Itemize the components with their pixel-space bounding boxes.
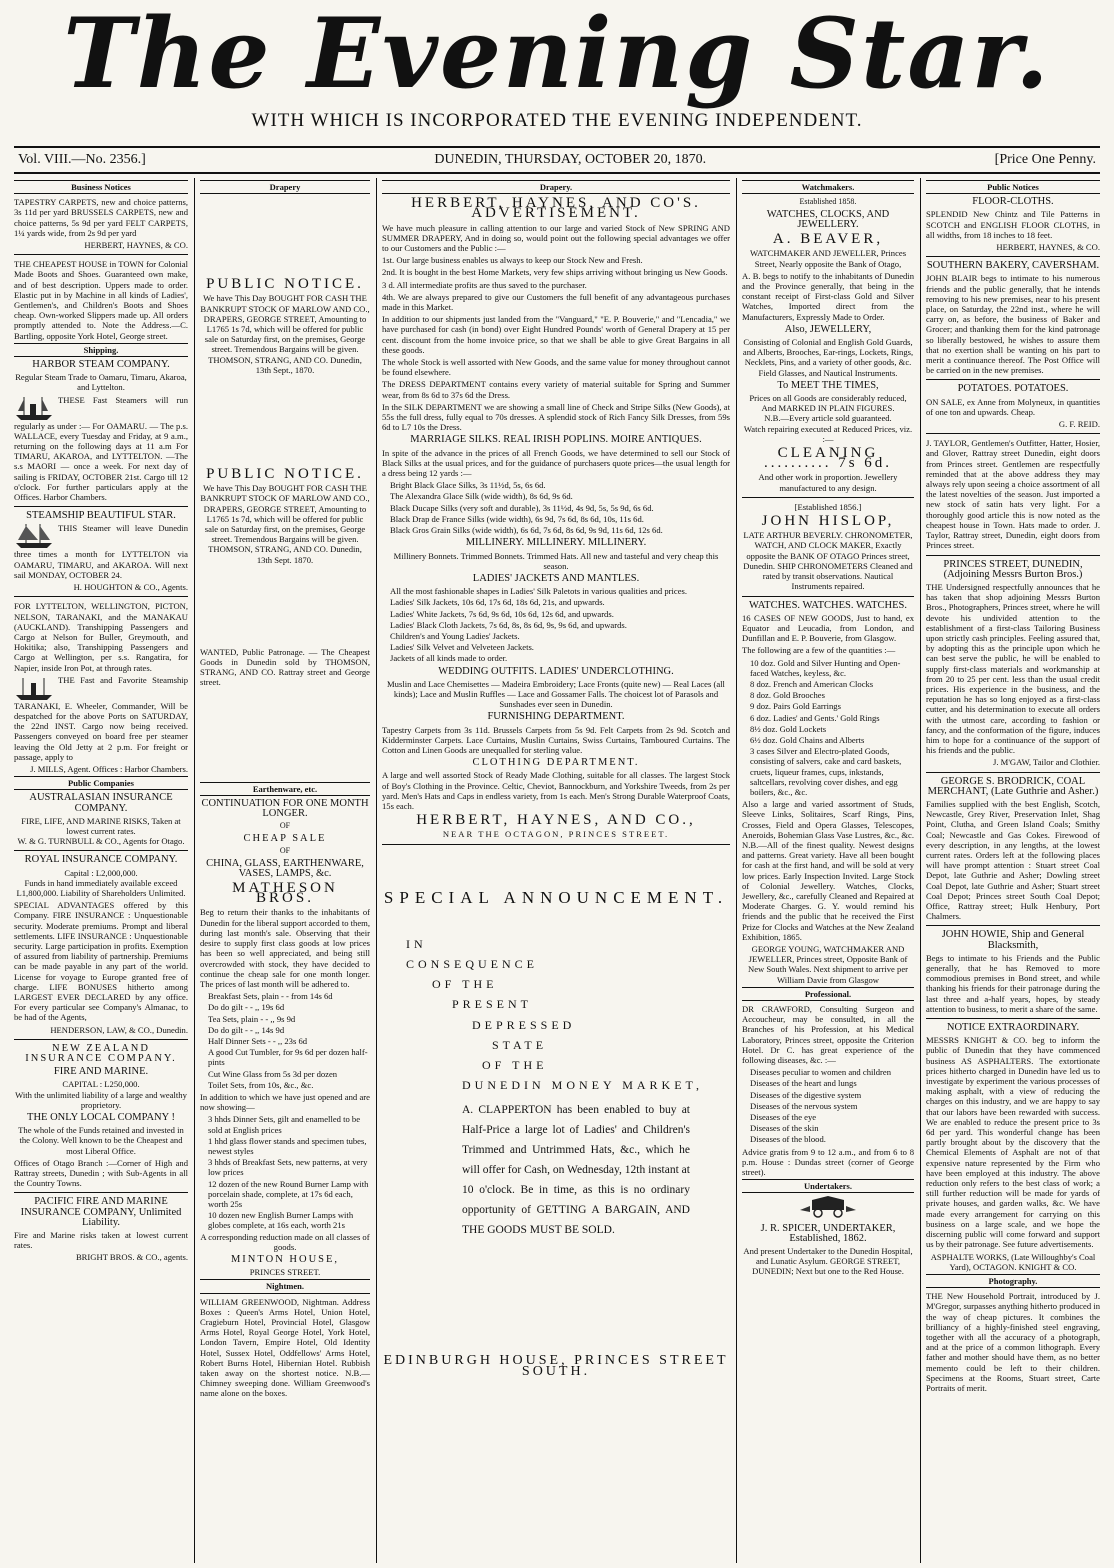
top-rule bbox=[14, 146, 1100, 148]
hh-point: In the SILK DEPARTMENT we are showing a small line of Check and Stripe Silks (New Goods), at 55s the full dress, fully equal to 70s dresses. A splendid stock of Rich Fancy Silk Dresses, from 59s 6d to L7 10s the Dress. bbox=[382, 401, 730, 433]
silk-item: Black Ducape Silks (very soft and durable), 3s 11½d, 4s 9d, 5s, 5s 9d, 6s 6d. bbox=[390, 502, 654, 513]
of-label: OF bbox=[279, 821, 291, 831]
stair-line: CONSEQUENCE bbox=[406, 956, 539, 971]
furnishing-body: Tapestry Carpets from 3s 11d. Brussels Carpets from 5s 9d. Felt Carpets from 2s 9d. Scotch and Kidderminster Carpets. Lace Curtains, Muslin Curtains, Swiss Curtains, Tamboured Curtains. The Cotton and Linen Goods are unequalled for sterling value. bbox=[382, 724, 730, 755]
beautiful-star-body: THIS Steamer will leave Dunedin three times a month for LYTTELTON via OAMARU, TIMARU, and AKAROA. Will next sail MONDAY, OCTOBER 24. bbox=[14, 523, 188, 580]
advice-text: Advice gratis from 9 to 12 a.m., and from 6 to 8 p.m. House : Dundas street (corner of George street). bbox=[742, 1146, 914, 1178]
divider bbox=[14, 1039, 188, 1040]
steamship-icon bbox=[14, 675, 54, 701]
repairing-text: Watch repairing executed at Reduced Prices, viz. :— bbox=[743, 423, 913, 444]
onsale-body: ON SALE, ex Anne from Molyneux, in quantities of one ton and upwards. Cheap. bbox=[926, 396, 1100, 417]
newspaper-title: The Evening Star. bbox=[63, 0, 1051, 110]
masthead bbox=[0, 0, 1114, 150]
australasian-signature: W. & G. TURNBULL & CO., Agents for Otago. bbox=[17, 836, 185, 847]
jacket-item: All the most fashionable shapes in Ladies' Silk Paletots in various qualities and prices. bbox=[390, 586, 688, 597]
carpets-signature: HERBERT, HAYNES, & CO. bbox=[84, 240, 188, 251]
hh-points bbox=[382, 255, 730, 432]
issue-price: [Price One Penny. bbox=[994, 152, 1096, 167]
nz-offices: Offices of Otago Branch :—Corner of High and Rattray streets, Dunedin ; with Sub-Agents in all the Country Towns. bbox=[14, 1157, 188, 1189]
of-label: OF bbox=[279, 846, 291, 856]
hh-point: 1st. Our large business enables us always to keep our Stock New and Fresh. bbox=[382, 255, 643, 266]
stair-line: OF THE bbox=[482, 1058, 548, 1072]
nb-text: N.B.—Every article sold guaranteed. bbox=[764, 413, 892, 424]
price-item: Toilet Sets, from 10s, &c., &c. bbox=[208, 1079, 314, 1090]
taranaki-signature: J. MILLS, Agent. Offices : Harbor Chambers. bbox=[30, 763, 188, 774]
disease-item: Diseases of the digestive system bbox=[750, 1089, 862, 1100]
special-announcement-heading: SPECIAL ANNOUNCEMENT. bbox=[383, 887, 729, 907]
columns bbox=[14, 178, 1100, 1563]
divider bbox=[742, 596, 914, 597]
stair-line: DUNEDIN MONEY MARKET, bbox=[462, 1078, 703, 1093]
royal-advantages: SPECIAL ADVANTAGES offered by this Company. FIRE INSURANCE : Unquestionable security. Moderate premiums. Prompt and liberal settlements. LIFE INSURANCE : Unquestionable security. Large participation in profits. Exemption of assured from liability of partnership. Premiums can be made payable in any part of the world. License for voyage to Europe granted free of charge. LIFE BONUSES hitherto among LARGEST EVER DECLARED by any office. For every particular see Company's Almanac, to be had of the Agents, bbox=[14, 900, 188, 1023]
howie-heading: JOHN HOWIE, Ship and General Blacksmith, bbox=[941, 929, 1085, 951]
quantity-item: 6½ doz. Gold Chains and Alberts bbox=[750, 734, 865, 745]
column-divider bbox=[920, 178, 921, 1563]
price-item: Do do gilt - - ,, 19s 6d bbox=[208, 1002, 285, 1013]
column-4 bbox=[742, 178, 914, 1563]
column-divider bbox=[736, 178, 737, 1563]
column-5 bbox=[926, 178, 1100, 1563]
prices-text: Prices on all Goods are considerably reduced, And MARKED IN PLAIN FIGURES. bbox=[749, 393, 907, 414]
manakau-ad: FOR LYTTELTON, WELLINGTON, PICTON, NELSON, TARANAKI, and the MANAKAU (AUCKLAND). Transhipping Passengers and Cargo at Nelson for Buller, Greymouth, and Hokitika; also, Transhipping Passengers and Cargo at Wellington, per s.s. Rangatira, for Napier, inside Iron Pot, at through rates. bbox=[14, 601, 188, 673]
hh-point: 3 d. All intermediate profits are thus saved to the purchaser. bbox=[382, 279, 587, 290]
section-drapery: Drapery bbox=[200, 180, 370, 194]
showing-item: 12 dozen of the new Round Burner Lamp with porcelain shade, complete, at 17s 6d each, worth 25s bbox=[208, 1178, 369, 1209]
clapperton-body: A. CLAPPERTON has been enabled to buy at Half-Price a large lot of Ladies' and Children's Trimmed and Untrimmed Hats, &c., which he will offer for Cash, on Wednesday, 12th instant at 10 o'clock. Be in time, as this is no ordinary opportunity of GETTING A BARGAIN, AND THE GOODS MUST BE SOLD. bbox=[462, 1104, 690, 1237]
quantity-item: 10 doz. Gold and Silver Hunting and Open-faced Watches, keyless, &c. bbox=[750, 657, 901, 678]
established-1858: Established 1858. bbox=[799, 197, 857, 207]
hearse-illustration bbox=[742, 1196, 914, 1220]
disease-item: Diseases of the blood. bbox=[750, 1134, 826, 1145]
sailing-ship-icon bbox=[14, 523, 54, 549]
quantities-list bbox=[742, 658, 914, 798]
divider bbox=[14, 596, 188, 597]
price-item: Tea Sets, plain - - ,, 9s 9d bbox=[208, 1013, 296, 1024]
also-jewellery: Also, JEWELLERY, bbox=[784, 323, 872, 335]
column-divider bbox=[194, 178, 195, 1563]
harbor-heading: HARBOR STEAM COMPANY. bbox=[32, 359, 170, 371]
issue-date: DUNEDIN, THURSDAY, OCTOBER 20, 1870. bbox=[434, 152, 707, 167]
continuation-heading: CONTINUATION FOR ONE MONTH LONGER. bbox=[201, 797, 369, 820]
furnishing-heading: FURNISHING DEPARTMENT. bbox=[487, 711, 625, 723]
china-heading: CHINA, GLASS, EARTHENWARE, VASES, LAMPS, &c. bbox=[206, 857, 364, 879]
hh-point: 4th. We are always prepared to give our Customers the full benefit of any advantageous purchases made in this Market. bbox=[382, 291, 730, 313]
chintz-body: SPLENDID New Chintz and Tile Patterns in SCOTCH and ENGLISH FLOOR CLOTHS, in all widths, from 18 inches to 18 feet. bbox=[926, 209, 1100, 240]
divider bbox=[742, 497, 914, 498]
addition-text: In addition to which we have just opened and are now showing— bbox=[200, 1091, 370, 1113]
young-signature: GEORGE YOUNG, WATCHMAKER AND JEWELLER, Princes street, Opposite Bank of New South Wales. Next shipment to arrive per William Davie from Glasgow bbox=[747, 944, 908, 985]
jacket-item: Jackets of all kinds made to order. bbox=[390, 653, 508, 664]
disease-item: Diseases of the skin bbox=[750, 1123, 819, 1134]
australasian-heading: AUSTRALASIAN INSURANCE COMPANY. bbox=[29, 792, 173, 814]
section-public-notices: Public Notices bbox=[926, 180, 1100, 194]
stair-line: STATE bbox=[492, 1037, 548, 1052]
showing-item: 3 hhds Dinner Sets, gilt and enamelled to be sold at English prices bbox=[208, 1114, 361, 1135]
silk-item: Black Gros Grain Silks (wide width), 6s 6d, 7s 6d, 8s 6d, 9s 9d, 11s 6d, 12s 6d. bbox=[390, 525, 663, 536]
beautiful-star-heading: STEAMSHIP BEAUTIFUL STAR. bbox=[26, 510, 176, 522]
divider bbox=[926, 772, 1100, 773]
hh-point: In addition to our shipments just landed from the "Vanguard," "E. P. Bouverie," and "Lencadia," we have purchased for cash (in bond) over Eight Hundred Pounds' worth of General Drapery at 15 per cent. discount from the home invoice price, so that we shall be able to give Great Bargains in all these goods. bbox=[382, 314, 730, 355]
hh-heading: HERBERT, HAYNES, AND CO'S. ADVERTISEMENT. bbox=[411, 195, 701, 222]
public-notice-body-2: We have This Day BOUGHT FOR CASH THE BANKRUPT STOCK OF MARLOW AND CO., DRAPERS, GEORGE STREET, Amounting to L1765 1s 7d, which will be offered for public sale on Saturday first, on the premises, George street. Tremendous Bargains will be given. bbox=[200, 483, 370, 545]
silks-heading: MARRIAGE SILKS. REAL IRISH POPLINS. MOIRE ANTIQUES. bbox=[410, 434, 702, 446]
edinburgh-house: EDINBURGH HOUSE, PRINCES STREET SOUTH. bbox=[383, 1353, 729, 1379]
taranaki-ad: THE Fast and Favorite Steamship TARANAKI, E. Wheeler, Commander, Will be despatched for the above Ports on SATURDAY, the 22nd INST. Cargo now being received. Passengers conveyed on board free per steamer leaving the Old Jetty at 2 p.m. For freight or passage, apply to bbox=[14, 674, 188, 762]
public-notice-signature-2: THOMSON, STRANG, AND CO. Dunedin, 13th Sept. 1870. bbox=[208, 544, 362, 565]
price-item: Breakfast Sets, plain - - from 14s 6d bbox=[208, 991, 333, 1002]
jacket-item: Ladies' Silk Velvet and Velveteen Jackets. bbox=[390, 642, 534, 653]
hislop-heading: JOHN HISLOP, bbox=[761, 513, 895, 530]
section-public-companies: Public Companies bbox=[14, 776, 188, 790]
carpets-ad: TAPESTRY CARPETS, new and choice patterns, 3s 11d per yard BRUSSELS CARPETS, new and choice patterns, 5s 9d per yard FELT CARPETS, 1¼ yards wide, from 2s 9d per yard bbox=[14, 197, 188, 238]
taylor-body: J. TAYLOR, Gentlemen's Outfitter, Hatter, Hosier, and Glover, Rattray street Dunedin, eight doors from Princes street. Gentlemen are respectfully reminded that at the above address they may always rely upon seeing a choice assortment of all the latest novelties of the season. Just imported a new stock of satin hats very light. For a thoroughly good article this is now noted as the cheapest house in Town. Hats made to order. J. Taylor, Rattray street, Dunedin, eight doors from Princes street. bbox=[926, 438, 1100, 551]
quantity-item: 6 doz. Ladies' and Gents.' Gold Rings bbox=[750, 712, 880, 723]
matheson-heading: MATHESON BROS. bbox=[232, 880, 338, 907]
price-item: Cut Wine Glass from 5s 3d per dozen bbox=[208, 1068, 338, 1079]
nz-capital: CAPITAL : L250,000. bbox=[62, 1079, 140, 1090]
silk-item: The Alexandra Glace Silk (wide width), 8s 6d, 9s 6d. bbox=[390, 491, 573, 502]
volume-number: Vol. VIII.—No. 2356.] bbox=[18, 152, 146, 167]
beaver-role: WATCHMAKER AND JEWELLER, Princes Street, Nearly opposite the Bank of Otago, bbox=[749, 248, 907, 269]
minton-house: MINTON HOUSE, bbox=[230, 1253, 340, 1265]
beaver-heading: A. BEAVER, bbox=[772, 231, 884, 248]
divider bbox=[14, 850, 188, 851]
matheson-body: Beg to return their thanks to the inhabitants of Dunedin for the liberal support accorded to them, during last month's sale. Observing that their desire to supply first class goods at low prices has been so well appreciated, and being still overcrowded with stock, they have decided to continue the cheap sale for one month longer. The prices of last month will be adhered to. bbox=[200, 907, 370, 989]
extraordinary-body: MESSRS KNIGHT & CO. beg to inform the public of Dunedin that they have commenced business AS ASPHALTERS. The extortionate prices hitherto charged in Dunedin have led us to investigate by experiment the various processes of making asphalt, with a view of reducing the charges on this industry, and we are happy to say that our labors have been rewarded with success. We are enabled to reduce the present price to 3s 6d per yard. This wonderful change has been partly brought about by the discovery that the Chemical Elements of Asphalt are not of that expensive nature represented by the Firm who have been employed at this industry. The above reduction only refers to the best class of work; a still further reduction will be made for yards of private houses, and garden walks, &c. We have made every arrangement for carrying on this business on a large scale, and we hope the discerning public will come forward and support us by their patronage. See future advertisements. bbox=[926, 1035, 1100, 1250]
public-notice-signature: THOMSON, STRANG, AND CO. Dunedin, 13th Sept., 1870. bbox=[208, 354, 362, 375]
royal-heading: ROYAL INSURANCE COMPANY. bbox=[24, 854, 178, 866]
silk-item: Bright Black Glace Silks, 3s 11½d, 5s, 6s 6d. bbox=[390, 480, 546, 491]
divider bbox=[926, 925, 1100, 926]
greenwood-ad: WILLIAM GREENWOOD, Nightman. Address Boxes : Queen's Arms Hotel, Union Hotel, Cragieburn Hotel, Provincial Hotel, Glasgow Arms Hotel, Royal George Hotel, York Hotel, London Tavern, Empire Hotel, Old Identity Hotel, Sussex Hotel, Oddfellows' Arms Hotel, Robert Burns Hotel, Hibernian Hotel. Rubbish taken away on the shortest notice. N.B.—Chimney sweeping done. William Greenwood's name alone on the boxes. bbox=[200, 1296, 370, 1399]
pacific-signature: BRIGHT BROS. & CO., agents. bbox=[75, 1252, 188, 1263]
section-earthenware: Earthenware, etc. bbox=[200, 782, 370, 796]
clothing-body: A large and well assorted Stock of Ready Made Clothing, suitable for all classes. The largest Stock of Boy's Clothing in the Province. Celtic, Cheviot, Bannockburn, and Yorkshire Tweeds, from 2s per yard. Men's Hats and Caps in endless variety, from 1s each. Men's Strong Durable Waterproof Coats, 15s each. bbox=[382, 770, 730, 811]
steamship-icon bbox=[14, 395, 54, 421]
hislop-body: LATE ARTHUR BEVERLY. CHRONOMETER, WATCH, AND CLOCK MAKER, Exactly opposite the BANK OF OTAGO Princes street, Dunedin. SHIP CHRONOMETERS Cleaned and rated by transit observations. Nautical Instruments repaired. bbox=[743, 530, 913, 592]
onsale-signature: G. F. REID. bbox=[1058, 419, 1100, 430]
royal-signature: HENDERSON, LAW, & CO., Dunedin. bbox=[50, 1024, 188, 1035]
bakery-body: JOHN BLAIR begs to intimate to his numerous friends and the public generally, that he intends removing to his new premises, near to his present place, on Saturday, the 22nd inst., where he will carry on, as before, the business of Baker and Grocer; and thanking them for the kind patronage so liberally bestowed, he wishes to assure them that no exertion shall be wanting on his part to merit a continuance thereof. The Post Office will be carried on in the new premises. bbox=[926, 273, 1100, 376]
stair-line: PRESENT bbox=[452, 997, 533, 1012]
australasian-body: FIRE, LIFE, AND MARINE RISKS, Taken at lowest current rates. bbox=[21, 815, 181, 836]
following-text: The following are a few of the quantities :— bbox=[742, 645, 896, 656]
beautiful-star-signature: H. HOUGHTON & CO., Agents. bbox=[73, 582, 188, 593]
photo-body: THE New Household Portrait, introduced by J. M'Gregor, surpasses anything hitherto produced in the way of cheap pictures. It combines the brilliancy of a highly-finished steel engraving, together with all the accuracy of a photograph, and at the price of a common lithograph. Every father and mother should have them, as no better memento could be left to their children. Specimens at the Rooms, Stuart street, Carte Portraits of merit. bbox=[926, 1291, 1100, 1393]
newspaper-subtitle: WITH WHICH IS INCORPORATED THE EVENING INDEPENDENT. bbox=[251, 110, 863, 131]
watches-triple: WATCHES. WATCHES. WATCHES. bbox=[748, 599, 907, 611]
nz-body: With the unlimited liability of a large and wealthy proprietory. bbox=[15, 1089, 187, 1110]
hh-signature: HERBERT, HAYNES, AND CO., bbox=[416, 812, 696, 829]
divider bbox=[926, 379, 1100, 380]
column-divider bbox=[376, 178, 377, 1563]
dateline-rule bbox=[14, 172, 1100, 174]
quantity-item: 3 cases Silver and Electro-plated Goods, consisting of salvers, cake and card baskets, cruets, liqueur frames, cups, inkstands, saltcellars, revolving cover dishes, and egg boilers, &c., &c. bbox=[750, 746, 902, 797]
divider bbox=[14, 506, 188, 507]
showing-item: 1 hhd glass flower stands and specimen tubes, newest styles bbox=[208, 1135, 367, 1156]
nz-only-local: THE ONLY LOCAL COMPANY ! bbox=[27, 1112, 175, 1124]
price-item: A good Cut Tumbler, for 9s 6d per dozen half-pints bbox=[208, 1047, 368, 1068]
wanted-ad: WANTED, Public Patronage. — The Cheapest Goods in Dunedin sold by THOMSON, STRANG, AND CO. Rattray street and George street. bbox=[200, 646, 370, 688]
section-shipping: Shipping. bbox=[14, 343, 188, 357]
chintz-signature: HERBERT, HAYNES, & CO. bbox=[996, 242, 1100, 253]
jacket-item: Ladies' Silk Jackets, 10s 6d, 17s 6d, 18s 6d, 21s, and upwards. bbox=[390, 597, 605, 608]
showing-item: 10 dozen new English Burner Lamps with globes complete, at 16s each, worth 21s bbox=[208, 1210, 354, 1231]
beaver-body: A. B. begs to notify to the inhabitants of Dunedin and the Province generally, that being in the constant receipt of First-class Gold and Silver Watches, Imported direct from the Manufacturers, Expressly Made to Order. bbox=[742, 270, 914, 322]
hh-intro: We have much pleasure in calling attention to our large and varied Stock of New SPRING AND SUMMER DRAPERY, And in doing so, would point out the following special advantages we offer to our Customers and the Public :— bbox=[382, 222, 730, 254]
cheap-sale-heading: CHEAP SALE bbox=[243, 832, 327, 844]
public-notice-body: We have This Day BOUGHT FOR CASH THE BANKRUPT STOCK OF MARLOW AND CO., DRAPERS, GEORGE STREET, Amounting to L1765 1s 7d, which will be offered for public sale on Saturday first, on the premises, George street. Tremendous Bargains will be given. bbox=[200, 293, 370, 355]
bakery-heading: SOUTHERN BAKERY, CAVERSHAM. bbox=[926, 260, 1100, 272]
other-work: And other work in proportion. Jewellery manufactured to any design. bbox=[758, 472, 898, 493]
mgaw-heading: PRINCES STREET, DUNEDIN, (Adjoining Messrs Burton Bros.) bbox=[943, 558, 1083, 580]
quantity-item: 8 doz. French and American Clocks bbox=[750, 678, 874, 689]
floor-cloths-heading: FLOOR-CLOTHS. bbox=[972, 196, 1054, 208]
pacific-heading: PACIFIC FIRE AND MARINE INSURANCE COMPANY, Unlimited Liability. bbox=[20, 1196, 182, 1228]
millinery-heading: MILLINERY. MILLINERY. MILLINERY. bbox=[465, 537, 647, 549]
dateline bbox=[18, 152, 1096, 172]
established-1856: [Established 1856.] bbox=[794, 501, 862, 512]
clothing-heading: CLOTHING DEPARTMENT. bbox=[472, 757, 640, 769]
hh-point: 2nd. It is bought in the best Home Markets, very few ships arriving without bringing us New Goods. bbox=[382, 267, 728, 278]
hh-point: The whole Stock is well assorted with New Goods, and the same value for money throughout cannot be found elsewhere. bbox=[382, 357, 730, 378]
wedding-body: Muslin and Lace Chemisettes — Madeira Embroidery; Lace Fronts (quite new) — Real Laces (all kinds); Lace and Muslin Ruffles — Lace and Gossamer Falls. The choicest lot of Parasols and Sunshades ever seen in Dunedin. bbox=[387, 678, 725, 710]
brodrick-body: Families supplied with the best English, Scotch, Newcastle, Grey River, Preservation Inlet, Shag Point, Clutha, and Green Island Coals; Smithy Coal; Newcastle and Gas Cokes. Firewood of every description, in any lengths, at the lowest current rates. Orders left at the following places will have prompt attention : Stuart street Coal Depot, late Guthrie and Asher; Dowling street Coal Depot, late Guthrie and Asher; Stuart street Coal Depot; Princes street South Coal Depot; Office, Rattray street; Hulk Henbury, Port Chalmers. bbox=[926, 798, 1100, 922]
harbor-subheading: Regular Steam Trade to Oamaru, Timaru, Akaroa, and Lyttelton. bbox=[15, 372, 187, 393]
price-item: Do do gilt - - ,, 14s 9d bbox=[208, 1024, 285, 1035]
divider bbox=[926, 1018, 1100, 1019]
divider bbox=[14, 254, 188, 255]
mgaw-body: THE Undersigned respectfully announces that he has taken that shop adjoining Messrs Burton Bros., Photographers, Princes street, where he will devote his undivided attention to the establishment of a first-class Tailoring Business upon strictly cash principles. Feeling assured that, by adopting this as the principle upon which he can best serve the public, he will be enabled to supply first-class materials and workmanship at from 20 to 25 per cent. less than the usual credit prices. His experience in the business, and the reputation he has so long enjoyed as a first-class cutter, and his determination to execute all orders with the utmost care, according to fashion or fancy, and the conformation of the figure, induces him to hope for a continuance of the support of his friends and the public. bbox=[926, 581, 1100, 756]
disease-item: Diseases of the nervous system bbox=[750, 1100, 858, 1111]
section-watchmakers: Watchmakers. bbox=[742, 180, 914, 194]
disease-item: Diseases of the heart and lungs bbox=[750, 1078, 857, 1089]
watches-heading: WATCHES, CLOCKS, AND JEWELLERY. bbox=[766, 208, 890, 230]
pacific-body: Fire and Marine risks taken at lowest current rates. bbox=[14, 1230, 188, 1251]
divider bbox=[14, 1192, 188, 1193]
jacket-item: Ladies' White Jackets, 7s 6d, 9s 6d, 10s 6d, 12s 6d, and upwards. bbox=[390, 608, 614, 619]
wedding-heading: WEDDING OUTFITS. LADIES' UNDERCLOTHING. bbox=[438, 665, 674, 677]
nz-funds: The whole of the Funds retained and invested in the Colony. Well known to be the Cheapest and most Liberal Office. bbox=[18, 1125, 184, 1156]
quantity-item: 9 doz. Pairs Gold Earrings bbox=[750, 701, 841, 712]
reduction-text: A corresponding reduction made on all classes of goods. bbox=[200, 1231, 370, 1252]
boots-ad: THE CHEAPEST HOUSE in TOWN for Colonial Made Boots and Shoes. Guaranteed own make, and of best description. Uppers made to order. Elastic put in by Machine in all kinds of Ladies', Gentlemen's, and Children's Boots and Shoes cheap. Own-worked Slippers made up. All orders promptly attended to. Note the Address.—C. Bartling, opposite York Hotel, George street. bbox=[14, 259, 188, 341]
column-3 bbox=[382, 178, 730, 1563]
showing-list bbox=[200, 1114, 370, 1230]
section-photography: Photography. bbox=[926, 1274, 1100, 1288]
spicer-body: And present Undertaker to the Dunedin Hospital, and Lunatic Asylum. GEORGE STREET, DUNEDIN; Next but one to the Red House. bbox=[743, 1246, 913, 1277]
column-1 bbox=[14, 178, 188, 1563]
disease-item: Diseases of the eye bbox=[750, 1112, 817, 1123]
section-professional: Professional. bbox=[742, 987, 914, 1001]
princes-street: PRINCES STREET. bbox=[249, 1267, 321, 1278]
mgaw-signature: J. M'GAW, Tailor and Clothier. bbox=[993, 757, 1100, 768]
divider bbox=[926, 555, 1100, 556]
jackets-list bbox=[382, 586, 730, 663]
public-notice-heading: PUBLIC NOTICE. bbox=[206, 276, 364, 293]
silks-list bbox=[382, 480, 730, 535]
royal-body: Funds in hand immediately available exceed L1,800,000. Liability of Shareholders Unlimited. bbox=[16, 877, 186, 898]
quantity-item: 8 doz. Gold Brooches bbox=[750, 690, 825, 701]
jacket-item: Ladies' Black Cloth Jackets, 7s 6d, 8s, 8s 6d, 9s, 9s 6d, and upwards. bbox=[390, 619, 627, 630]
potatoes-heading: POTATOES. POTATOES. bbox=[957, 383, 1069, 395]
divider bbox=[926, 433, 1100, 434]
jacket-item: Children's and Young Ladies' Jackets. bbox=[390, 630, 520, 641]
disease-item: Diseases peculiar to women and children bbox=[750, 1067, 892, 1078]
silks-body: In spite of the advance in the prices of all French Goods, we have determined to sell our Stock of Black Silks at the usual prices, and for the guidance of purchasers quote prices—the usual length for a dress being 12 yards :— bbox=[382, 447, 730, 479]
stair-line: OF THE bbox=[432, 977, 498, 992]
section-nightmen: Nightmen. bbox=[200, 1279, 370, 1293]
price-item: Half Dinner Sets - - ,, 23s 6d bbox=[208, 1035, 308, 1046]
jackets-heading: LADIES' JACKETS AND MANTLES. bbox=[472, 572, 640, 584]
royal-capital: Capital : L2,000,000. bbox=[64, 867, 138, 878]
to-meet-times: To MEET THE TIMES, bbox=[777, 379, 879, 391]
young-body: Also a large and varied assortment of Studs, Sleeve Links, Solitaires, Scarf Rings, Pins, Crosses, Field and Opera Glasses, Telescopes, Aneroids, Bohemian Glass Vase Lustres, &c., &c. N.B.—All of the finest quality. Newest designs and patterns. Great variety. Have all been bought for cash at the first hand, and will be sold at very low prices. Early Inspection Invited. Large Stock of Colonial Jewellery. Watches, Clocks, Jewellery, &c., carefully Cleaned and Repaired at Moderate Charges. G. Y. would remind his friends and the public that he received the First Prize for Clocks and Watches at the New Zealand Exhibition, 1865. bbox=[742, 799, 914, 942]
quantity-item: 8½ doz. Gold Lockets bbox=[750, 723, 827, 734]
jewellery-body: Consisting of Colonial and English Gold Guards, and Alberts, Brooches, Ear-rings, Lockets, Rings, Necklets, Pins, and a variety of other goods, &c. Field Glasses, and Nautical Instruments. bbox=[742, 337, 914, 378]
price-list bbox=[200, 991, 370, 1090]
extraordinary-signature: ASPHALTE WORKS, (Late Willoughby's Coal Yard), OCTAGON. KNIGHT & CO. bbox=[930, 1251, 1096, 1272]
cases-text: 16 CASES OF NEW GOODS, Just to hand, ex Equator and Leucadia, from London, and Dunfillan and E. P. Bouverie, from Glasgow. bbox=[742, 612, 914, 644]
public-notice-heading-2: PUBLIC NOTICE. bbox=[206, 466, 364, 483]
crawford-body: DR CRAWFORD, Consulting Surgeon and Accoucheur, may be consulted, in all the Branches of his Profession, at his Medical Laboratory, Princes street, opposite the Criterion Hotel. Dr C. has great experience of the following diseases, &c. :— bbox=[742, 1004, 914, 1066]
silk-item: Black Drap de France Silks (wide width), 6s 9d, 7s 6d, 8s 6d, 10s, 11s 6d. bbox=[390, 513, 644, 524]
brodrick-heading: GEORGE S. BRODRICK, COAL MERCHANT, (Late Guthrie and Asher.) bbox=[927, 775, 1099, 797]
section-undertakers: Undertakers. bbox=[742, 1179, 914, 1193]
hearse-icon bbox=[798, 1196, 858, 1218]
nz-insurance-heading: NEW ZEALAND INSURANCE COMPANY. bbox=[25, 1042, 177, 1065]
spicer-heading: J. R. SPICER, UNDERTAKER, Established, 1862. bbox=[760, 1222, 896, 1244]
stair-line: IN bbox=[406, 936, 427, 951]
divider bbox=[382, 844, 730, 845]
column-2 bbox=[200, 178, 370, 1563]
hh-point: The DRESS DEPARTMENT contains every variety of material suitable for Spring and Summer wear, from 8s 6d to 37s 6d the Dress. bbox=[382, 379, 730, 400]
divider bbox=[926, 256, 1100, 257]
showing-item: 3 hhds of Breakfast Sets, new patterns, at very low prices bbox=[208, 1157, 368, 1178]
diseases-list bbox=[742, 1067, 914, 1144]
nz-fire-marine: FIRE AND MARINE. bbox=[53, 1066, 149, 1078]
hh-address: NEAR THE OCTAGON, PRINCES STREET. bbox=[442, 829, 670, 840]
cleaning-price: CLEANING .......... 7s 6d. bbox=[763, 445, 893, 472]
millinery-body: Millinery Bonnets. Trimmed Bonnets. Trimmed Hats. All new and tasteful and very cheap this season. bbox=[393, 550, 719, 571]
stair-line: DEPRESSED bbox=[472, 1017, 576, 1032]
harbor-body: THESE Fast Steamers will run regularly as under :— For OAMARU. — The p.s. WALLACE, every Tuesday and Friday, at 9 a.m., returning on the following days at 11 a.m For TIMARU, AKAROA, and LYTTELTON. —The s.s MAORI — once a week. For next day of sailing is FRIDAY, OCTOBER 21st. Cargo till 12 o'clock. For further particulars apply at the Offices. Harbor Chambers. bbox=[14, 394, 188, 503]
section-drapery-main: Drapery. bbox=[382, 180, 730, 194]
howie-body: Begs to intimate to his Friends and the Public generally, that he has Removed to more commodious premises in Bond street, and while thanking his friends for their patronage during the last three and a-half years, hopes, by steady attention to business, to merit a share of the same. bbox=[926, 952, 1100, 1014]
extraordinary-heading: NOTICE EXTRAORDINARY. bbox=[946, 1022, 1080, 1034]
section-business-notices: Business Notices bbox=[14, 180, 188, 194]
